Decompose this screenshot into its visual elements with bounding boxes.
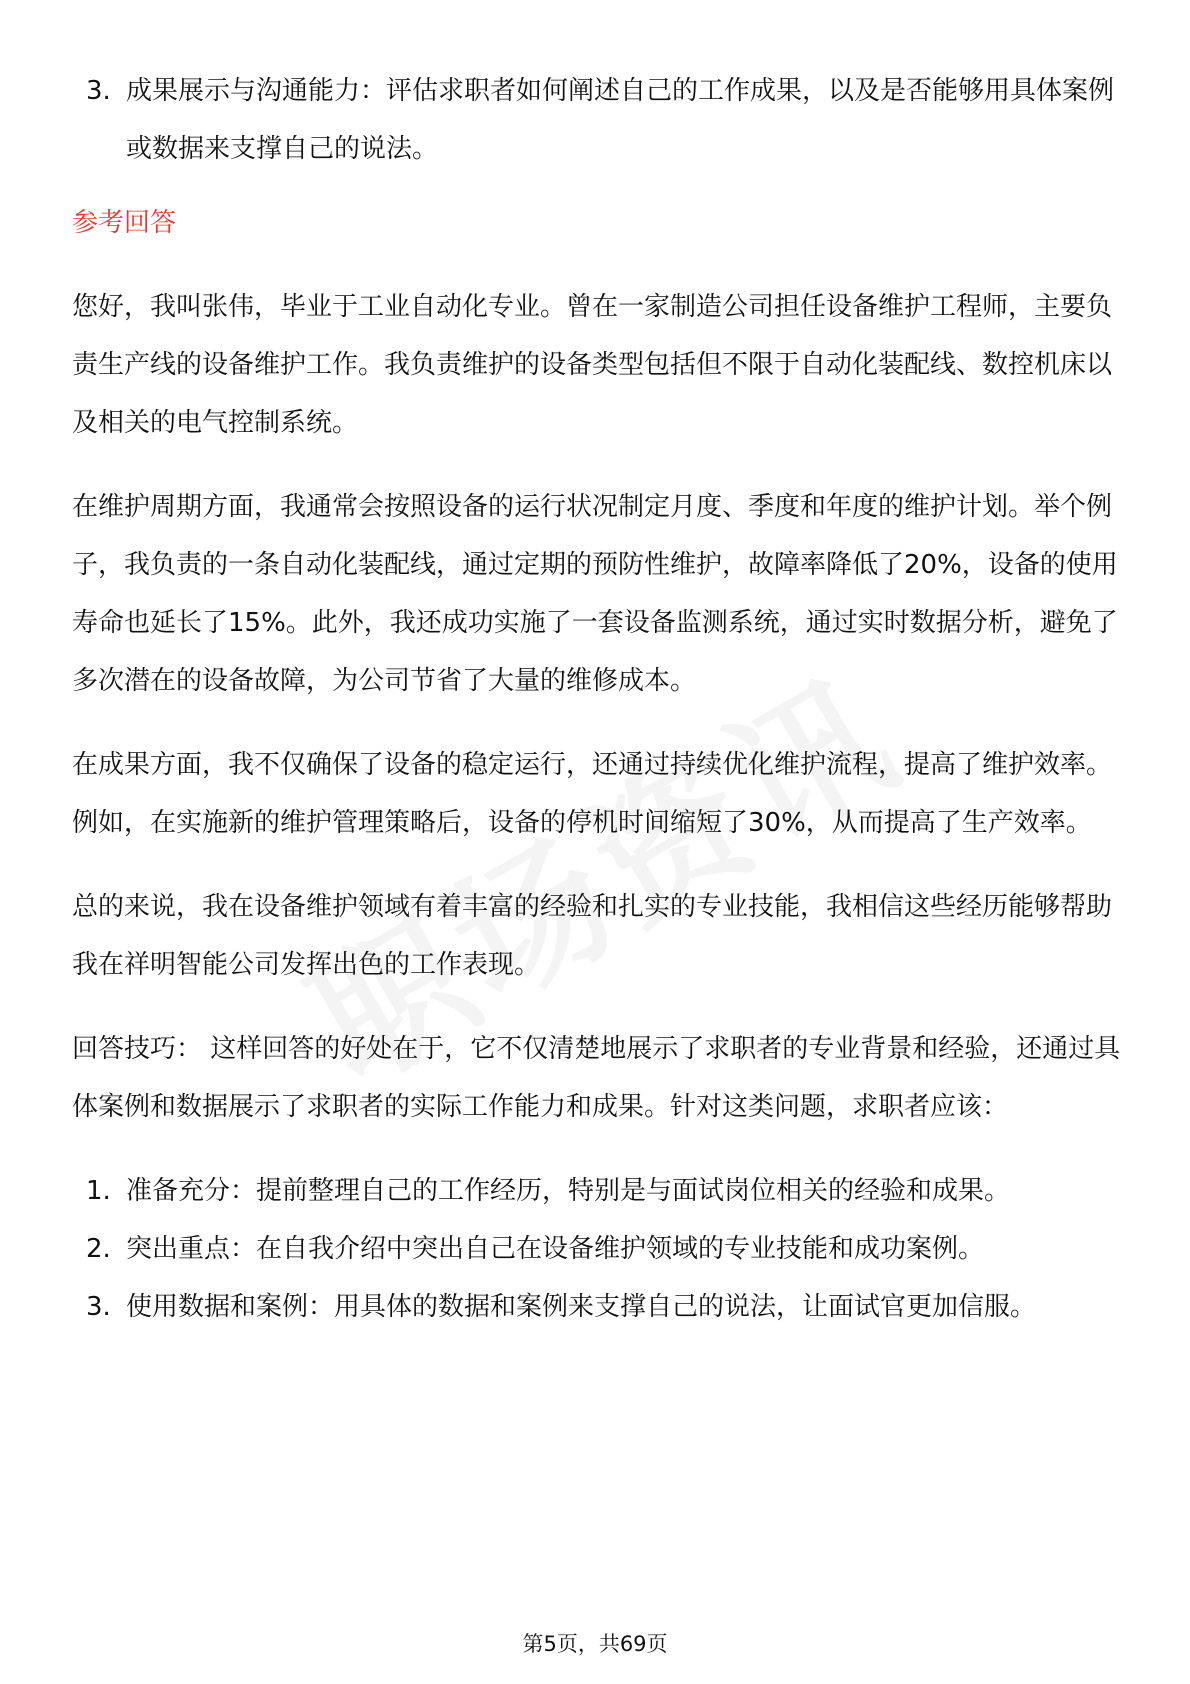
list-text: 准备充分：提前整理自己的工作经历，特别是与面试岗位相关的经验和成果。 [126,1176,1011,1206]
paragraph-summary: 总的来说，我在设备维护领域有着丰富的经验和扎实的专业技能，我相信这些经历能够帮助我在祥明智能公司发挥出色的工作表现。 [72,892,1113,980]
list-item [72,62,1122,178]
paragraph-tips-intro: 回答技巧： 这样回答的好处在于，它不仅清楚地展示了求职者的专业背景和经验，还通过具体案例和数据展示了求职者的实际工作能力和成果。针对这类问题，求职者应该： [72,1034,1121,1122]
page-footer: 第5页，共69页 [522,1632,668,1656]
list-number: 3. [86,1292,111,1322]
paragraph-intro: 您好，我叫张伟，毕业于工业自动化专业。曾在一家制造公司担任设备维护工程师，主要负责生产线的设备维护工作。我负责维护的设备类型包括但不限于自动化装配线、数控机床以及相关的电气控制系统。 [72,292,1113,438]
list-text: 突出重点：在自我介绍中突出自己在设备维护领域的专业技能和成功案例。 [126,1234,985,1264]
list-text: 使用数据和案例：用具体的数据和案例来支撑自己的说法，让面试官更加信服。 [126,1292,1037,1322]
list-item [72,1220,1122,1278]
list-item [72,1278,1122,1336]
list-item [72,1162,1122,1220]
answer-heading: 参考回答 [72,208,177,238]
paragraph-results: 在成果方面，我不仅确保了设备的稳定运行，还通过持续优化维护流程，提高了维护效率。例如，在实施新的维护管理策略后，设备的停机时间缩短了30%，从而提高了生产效率。 [72,750,1113,838]
list-text: 成果展示与沟通能力：评估求职者如何阐述自己的工作成果，以及是否能够用具体案例或数据来支撑自己的说法。 [126,76,1115,164]
list-number: 1. [86,1176,111,1206]
list-number: 3. [86,76,111,106]
list-number: 2. [86,1234,111,1264]
criteria-list [72,62,1122,178]
document-body [72,62,1122,1336]
tips-list [72,1162,1122,1336]
paragraph-maintenance-cycle: 在维护周期方面，我通常会按照设备的运行状况制定月度、季度和年度的维护计划。举个例子，我负责的一条自动化装配线，通过定期的预防性维护，故障率降低了20%，设备的使用寿命也延长了15%。此外，我还成功实施了一套设备监测系统，通过实时数据分析，避免了多次潜在的设备故障，为公司节省了大量的维修成本。 [72,492,1118,696]
